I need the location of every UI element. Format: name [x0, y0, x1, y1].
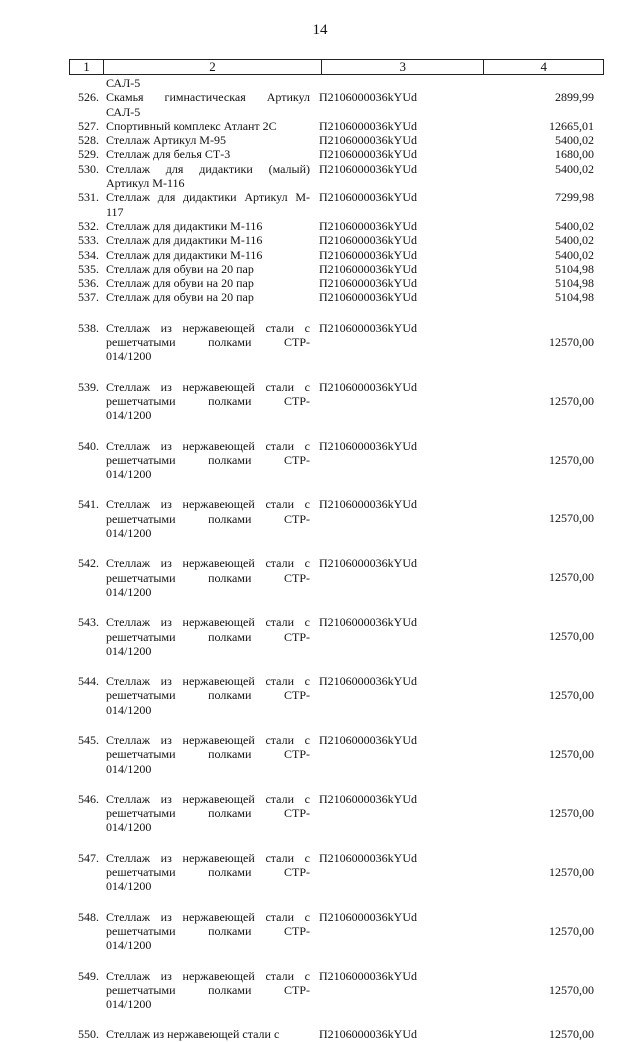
item-name — [106, 615, 310, 658]
row-number: 535. — [78, 261, 99, 276]
item-name — [106, 119, 310, 133]
item-name-line: Стеллаж для обуви на 20 пар — [106, 261, 254, 276]
item-code: П2106000036kYUd — [319, 1027, 417, 1042]
item-name-line: Стеллаж Артикул М-95 — [106, 133, 226, 148]
page-number: 14 — [312, 22, 328, 38]
item-name-line: Стеллаж из нержавеющей стали с — [106, 909, 310, 924]
row-number: 545. — [78, 732, 99, 747]
item-name-line: 014/1200 — [106, 820, 152, 835]
table-row — [69, 674, 604, 717]
item-name — [106, 497, 310, 540]
item-name — [106, 733, 310, 776]
item-name-line: решетчатыми полками СТР- — [106, 923, 310, 938]
item-name-line: Артикул М-116 — [106, 176, 185, 191]
table-row — [69, 147, 604, 161]
table-header — [69, 59, 604, 75]
row-number: 529. — [78, 147, 99, 162]
item-name-line: 014/1200 — [106, 702, 152, 717]
item-name — [106, 190, 310, 219]
item-code: П2106000036kYUd — [319, 233, 417, 248]
row-number: 526. — [78, 90, 99, 105]
row-number: 533. — [78, 233, 99, 248]
item-name-line: Стеллаж из нержавеющей стали с — [106, 968, 310, 983]
row-number: 538. — [78, 320, 99, 335]
item-name-line: решетчатыми полками СТР- — [106, 688, 310, 703]
item-code: П2106000036kYUd — [319, 791, 417, 806]
item-code: П2106000036kYUd — [319, 732, 417, 747]
item-name — [106, 969, 310, 1012]
header-col-3: 3 — [321, 60, 483, 74]
item-code: П2106000036kYUd — [319, 968, 417, 983]
header-col-2: 2 — [103, 60, 321, 74]
item-price: 12570,00 — [549, 452, 594, 467]
row-number: 547. — [78, 850, 99, 865]
item-price: 12570,00 — [549, 393, 594, 408]
item-name-line: Стеллаж из нержавеющей стали с — [106, 850, 310, 865]
item-price: 5400,02 — [555, 218, 594, 233]
item-code: П2106000036kYUd — [319, 118, 417, 133]
item-name — [106, 321, 310, 364]
row-number: 550. — [78, 1027, 99, 1042]
table-row — [69, 439, 604, 482]
item-name-line: решетчатыми полками СТР- — [106, 511, 310, 526]
row-number: 528. — [78, 133, 99, 148]
item-name — [106, 1027, 310, 1041]
item-price: 2899,99 — [555, 90, 594, 105]
item-code: П2106000036kYUd — [319, 320, 417, 335]
item-name-line: 014/1200 — [106, 349, 152, 364]
item-name-line: 014/1200 — [106, 938, 152, 953]
row-number: 542. — [78, 556, 99, 571]
table-row — [69, 851, 604, 894]
item-code: П2106000036kYUd — [319, 909, 417, 924]
header-col-1: 1 — [83, 59, 90, 74]
table-body — [69, 76, 604, 1042]
table-row — [69, 733, 604, 776]
item-name-line: Стеллаж из нержавеющей стали с — [106, 497, 310, 512]
row-number: 531. — [78, 190, 99, 205]
item-price: 5400,02 — [555, 161, 594, 176]
row-number: 543. — [78, 615, 99, 630]
row-number: 544. — [78, 674, 99, 689]
continuation-row — [69, 76, 604, 90]
item-name-line: Спортивный комплекс Атлант 2С — [106, 118, 277, 133]
item-price: 5400,02 — [555, 233, 594, 248]
item-name — [106, 147, 310, 161]
row-number: 527. — [78, 118, 99, 133]
item-code: П2106000036kYUd — [319, 147, 417, 162]
item-code: П2106000036kYUd — [319, 379, 417, 394]
table-row — [69, 1027, 604, 1041]
continuation-text: САЛ-5 — [106, 76, 141, 90]
item-name-line: Стеллаж из нержавеющей стали с — [106, 438, 310, 453]
item-price: 12570,00 — [549, 864, 594, 879]
item-price: 5104,98 — [555, 261, 594, 276]
item-code: П2106000036kYUd — [319, 218, 417, 233]
row-number: 548. — [78, 909, 99, 924]
row-number: 539. — [78, 379, 99, 394]
item-code: П2106000036kYUd — [319, 133, 417, 148]
row-number: 530. — [78, 161, 99, 176]
item-price: 12570,00 — [549, 511, 594, 526]
item-price: 12570,00 — [549, 805, 594, 820]
table-row — [69, 162, 604, 191]
item-name — [106, 792, 310, 835]
item-code: П2106000036kYUd — [319, 190, 417, 205]
item-price: 12570,00 — [549, 1027, 594, 1042]
item-name-line: 014/1200 — [106, 408, 152, 423]
item-name-line: 014/1200 — [106, 643, 152, 658]
table-row — [69, 133, 604, 147]
table-row — [69, 219, 604, 233]
item-name-line: решетчатыми полками СТР- — [106, 335, 310, 350]
item-price: 5104,98 — [555, 276, 594, 291]
item-name — [106, 439, 310, 482]
item-name-line: Стеллаж из нержавеющей стали с — [106, 615, 310, 630]
item-name — [106, 556, 310, 599]
item-code: П2106000036kYUd — [319, 247, 417, 262]
item-price: 7299,98 — [555, 190, 594, 205]
row-number: 537. — [78, 290, 99, 305]
row-number: 540. — [78, 438, 99, 453]
item-code: П2106000036kYUd — [319, 556, 417, 571]
item-code: П2106000036kYUd — [319, 261, 417, 276]
item-name-line: решетчатыми полками СТР- — [106, 865, 310, 880]
item-name — [106, 248, 310, 262]
table-row — [69, 90, 604, 119]
item-name-line: САЛ-5 — [106, 104, 141, 119]
item-name — [106, 219, 310, 233]
item-name-line: 014/1200 — [106, 879, 152, 894]
table-row — [69, 497, 604, 540]
item-name — [106, 851, 310, 894]
table-row — [69, 615, 604, 658]
item-name-line: Стеллаж для дидактики М-116 — [106, 218, 263, 233]
item-name-line: решетчатыми полками СТР- — [106, 982, 310, 997]
item-code: П2106000036kYUd — [319, 674, 417, 689]
table-row — [69, 910, 604, 953]
item-name — [106, 233, 310, 247]
item-price: 1680,00 — [555, 147, 594, 162]
item-name-line: Стеллаж для обуви на 20 пар — [106, 276, 254, 291]
item-price: 12570,00 — [549, 629, 594, 644]
item-code: П2106000036kYUd — [319, 615, 417, 630]
item-code: П2106000036kYUd — [319, 90, 417, 105]
item-name-line: Стеллаж для белья СТ-3 — [106, 147, 231, 162]
item-code: П2106000036kYUd — [319, 497, 417, 512]
item-name-line: Стеллаж для дидактики М-116 — [106, 233, 263, 248]
row-number: 546. — [78, 791, 99, 806]
item-name-line: Стеллаж для дидактики М-116 — [106, 247, 263, 262]
item-name — [106, 133, 310, 147]
item-price: 12570,00 — [549, 570, 594, 585]
item-name-line: 014/1200 — [106, 467, 152, 482]
table-row — [69, 792, 604, 835]
row-number: 549. — [78, 968, 99, 983]
table-row — [69, 119, 604, 133]
item-name — [106, 290, 310, 304]
item-price: 12570,00 — [549, 923, 594, 938]
item-name-line: Стеллаж для дидактики (малый) — [106, 161, 310, 176]
item-name — [106, 90, 310, 119]
item-name — [106, 380, 310, 423]
item-name — [106, 162, 310, 191]
item-name-line: 117 — [106, 204, 124, 219]
item-name-line: решетчатыми полками СТР- — [106, 806, 310, 821]
table-row — [69, 556, 604, 599]
item-price: 12570,00 — [549, 982, 594, 997]
item-name-line: Стеллаж из нержавеющей стали с — [106, 556, 310, 571]
item-price: 12665,01 — [549, 118, 594, 133]
item-price: 12570,00 — [549, 688, 594, 703]
item-name-line: решетчатыми полками СТР- — [106, 629, 310, 644]
item-code: П2106000036kYUd — [319, 276, 417, 291]
table-row — [69, 290, 604, 304]
item-name-line: Стеллаж для обуви на 20 пар — [106, 290, 254, 305]
item-price: 5104,98 — [555, 290, 594, 305]
item-name-line: решетчатыми полками СТР- — [106, 393, 310, 408]
item-name-line: решетчатыми полками СТР- — [106, 452, 310, 467]
item-name-line: Стеллаж из нержавеющей стали с — [106, 791, 310, 806]
item-price: 12570,00 — [549, 746, 594, 761]
item-name — [106, 674, 310, 717]
item-code: П2106000036kYUd — [319, 438, 417, 453]
row-number: 534. — [78, 247, 99, 262]
table-row — [69, 262, 604, 276]
item-name-line: 014/1200 — [106, 584, 152, 599]
item-name — [106, 262, 310, 276]
header-col-4: 4 — [483, 60, 603, 74]
item-name-line: Скамья гимнастическая Артикул — [106, 90, 310, 105]
item-name-line: Стеллаж из нержавеющей стали с — [106, 320, 310, 335]
table-row — [69, 190, 604, 219]
item-code: П2106000036kYUd — [319, 850, 417, 865]
item-name-line: Стеллаж из нержавеющей стали с — [106, 1027, 280, 1042]
item-name-line: Стеллаж для дидактики Артикул М- — [106, 190, 310, 205]
item-name-line: 014/1200 — [106, 997, 152, 1012]
item-name-line: решетчатыми полками СТР- — [106, 570, 310, 585]
item-name-line: Стеллаж из нержавеющей стали с — [106, 732, 310, 747]
item-code: П2106000036kYUd — [319, 290, 417, 305]
item-code: П2106000036kYUd — [319, 161, 417, 176]
table-row — [69, 276, 604, 290]
item-name-line: 014/1200 — [106, 526, 152, 541]
item-name-line: 014/1200 — [106, 761, 152, 776]
table-row — [69, 233, 604, 247]
row-number: 532. — [78, 218, 99, 233]
table-row — [69, 248, 604, 262]
item-name — [106, 276, 310, 290]
item-name — [106, 910, 310, 953]
row-number: 541. — [78, 497, 99, 512]
table-row — [69, 321, 604, 364]
row-number: 536. — [78, 276, 99, 291]
item-name-line: Стеллаж из нержавеющей стали с — [106, 674, 310, 689]
item-name-line: решетчатыми полками СТР- — [106, 747, 310, 762]
item-price: 12570,00 — [549, 334, 594, 349]
item-price: 5400,02 — [555, 247, 594, 262]
table-row — [69, 969, 604, 1012]
item-price: 5400,02 — [555, 133, 594, 148]
table-row — [69, 380, 604, 423]
item-name-line: Стеллаж из нержавеющей стали с — [106, 379, 310, 394]
